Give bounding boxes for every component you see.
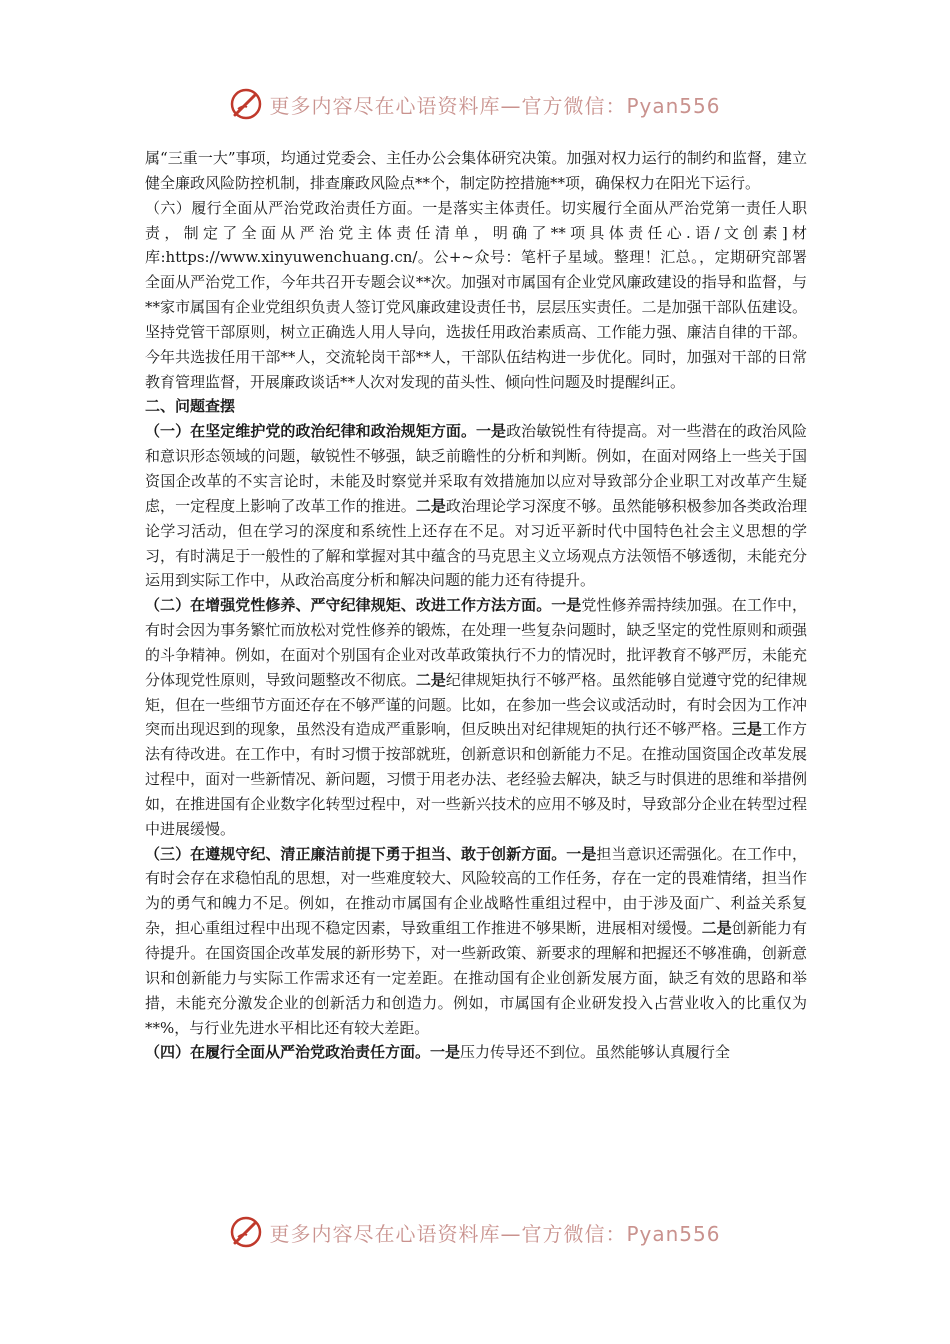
- header-banner: [0, 82, 950, 126]
- banner-text: 更多内容尽在心语资料库—官方微信：Pyan556: [269, 93, 721, 118]
- paragraph-text: 党性修养需持续加强。在工作中，有时会因为事务繁忙而放松对党性修养的锻炼，在处理一些复杂问题时，缺乏坚定的党性原则和顽强的斗争精神。例如，在面对个别国有企业对改革政策执行不力的情况时，批评教育不够严厉，未能充分体现党性原则，导致问题整改不彻底。: [145, 596, 807, 689]
- paragraph-text: 纪律规矩执行不够严格。虽然能够自觉遵守党的纪律规矩，但在一些细节方面还存在不够严谨的问题。比如，在参加一些会议或活动时，有时会因为工作冲突而出现迟到的现象，虽然没有造成严重影响，但反映出对纪律规矩的执行还不够严格。: [145, 670, 807, 739]
- paragraph-lead: （一）在坚定维护党的政治纪律和政治规矩方面。一是: [145, 422, 507, 441]
- paragraph-text: 压力传导还不到位。虽然能够认真履行全: [460, 1043, 731, 1062]
- section-heading: 二、问题查摆: [145, 397, 236, 416]
- document-body: [145, 146, 807, 1065]
- paragraph-lead: （二）在增强党性修养、严守纪律规矩、改进工作方法方面。一是: [145, 596, 582, 615]
- paragraph-text: 政治理论学习深度不够。虽然能够积极参加各类政治理论学习活动，但在学习的深度和系统性上还存在不足。对习近平新时代中国特色社会主义思想的学习，有时满足于一般性的了解和掌握对其中蕴含的马克思主义立场观点方法领悟不够透彻，未能充分运用到实际工作中，从政治高度分析和解决问题的能力还有待提升。: [145, 496, 807, 590]
- paragraph-text: 政治敏锐性有待提高。对一些潜在的政治风险和意识形态领域的问题，敏锐性不够强，缺乏前瞻性的分析和判断。例如，在面对网络上一些关于国资国企改革的不实言论时，未能及时察觉并采取有效措施加以应对导致部分企业职工对改革产生疑虑，一定程度上影响了改革工作的推进。: [145, 422, 807, 515]
- pen-logo-icon: [229, 1215, 263, 1249]
- footer-banner: [0, 1210, 950, 1254]
- pen-logo-icon: [229, 87, 263, 121]
- paragraph-text: 创新能力有待提升。在国资国企改革发展的新形势下，对一些新政策、新要求的理解和把握还不够准确，创新意识和创新能力与实际工作需求还有一定差距。在推动国有企业创新发展方面，缺乏有效的思路和举措，未能充分激发企业的创新活力和创造力。例如，市属国有企业研发投入占营业收入的比重仅为**%，与行业先进水平相比还有较大差距。: [145, 919, 807, 1037]
- paragraph-lead: 三是: [731, 720, 762, 739]
- paragraph: [145, 593, 807, 841]
- paragraph: [145, 1040, 807, 1065]
- paragraph: [145, 196, 807, 395]
- paragraph-text: 属“三重一大”事项，均通过党委会、主任办公会集体研究决策。加强对权力运行的制约和监督，建立健全廉政风险防控机制，排查廉政风险点**个，制定防控措施**项，确保权力在阳光下运行。: [145, 149, 807, 192]
- paragraph: [145, 842, 807, 1041]
- paragraph: [145, 419, 807, 593]
- paragraph-text: 工作方法有待改进。在工作中，有时习惯于按部就班，创新意识和创新能力不足。在推动国资国企改革发展过程中，面对一些新情况、新问题，习惯于用老办法、老经验去解决，缺乏与时俱进的思维和举措例如，在推进国有企业数字化转型过程中，对一些新兴技术的应用不够及时，导致部分企业在转型过程中进展缓慢。: [145, 720, 807, 838]
- paragraph: [145, 146, 807, 196]
- paragraph-text: 担当意识还需强化。在工作中，有时会存在求稳怕乱的思想，对一些难度较大、风险较高的工作任务，存在一定的畏难情绪，担当作为的勇气和魄力不足。例如，在推动市属国有企业战略性重组过程中，由于涉及面广、利益关系复杂，担心重组过程中出现不稳定因素，导致重组工作推进不够果断，进展相对缓慢。: [145, 844, 807, 938]
- paragraph-lead: （三）在遵规守纪、清正廉洁前提下勇于担当、敢于创新方面。一是: [145, 844, 597, 863]
- paragraph-lead: 二是: [701, 919, 732, 938]
- paragraph-lead: 二是: [415, 496, 446, 515]
- paragraph-lead: （四）在履行全面从严治党政治责任方面。一是: [145, 1043, 461, 1062]
- banner-text: 更多内容尽在心语资料库—官方微信：Pyan556: [269, 1221, 721, 1246]
- paragraph-text: （六）履行全面从严治党政治责任方面。一是落实主体责任。切实履行全面从严治党第一责任人职责，制定了全面从严治党主体责任清单，明确了**项具体责任心.语/文创素]材库:https://www.xinyuwenchuang.cn/。公+~众号：笔杆子星域。整理！汇总。，定期研究部署全面从严治党工作，今年共召开专题会议**次。加强对市属国有企业党风廉政建设的指导和监督，与**家市属国有企业党组织负责人签订党风廉政建设责任书，层层压实责任。二是加强干部队伍建设。坚持党管干部原则，树立正确选人用人导向，选拔任用政治素质高、工作能力强、廉洁自律的干部。今年共选拔任用干部**人，交流轮岗干部**人，干部队伍结构进一步优化。同时，加强对干部的日常教育管理监督，开展廉政谈话**人次对发现的苗头性、倾向性问题及时提醒纠正。: [145, 198, 807, 391]
- paragraph-lead: 二是: [415, 670, 446, 689]
